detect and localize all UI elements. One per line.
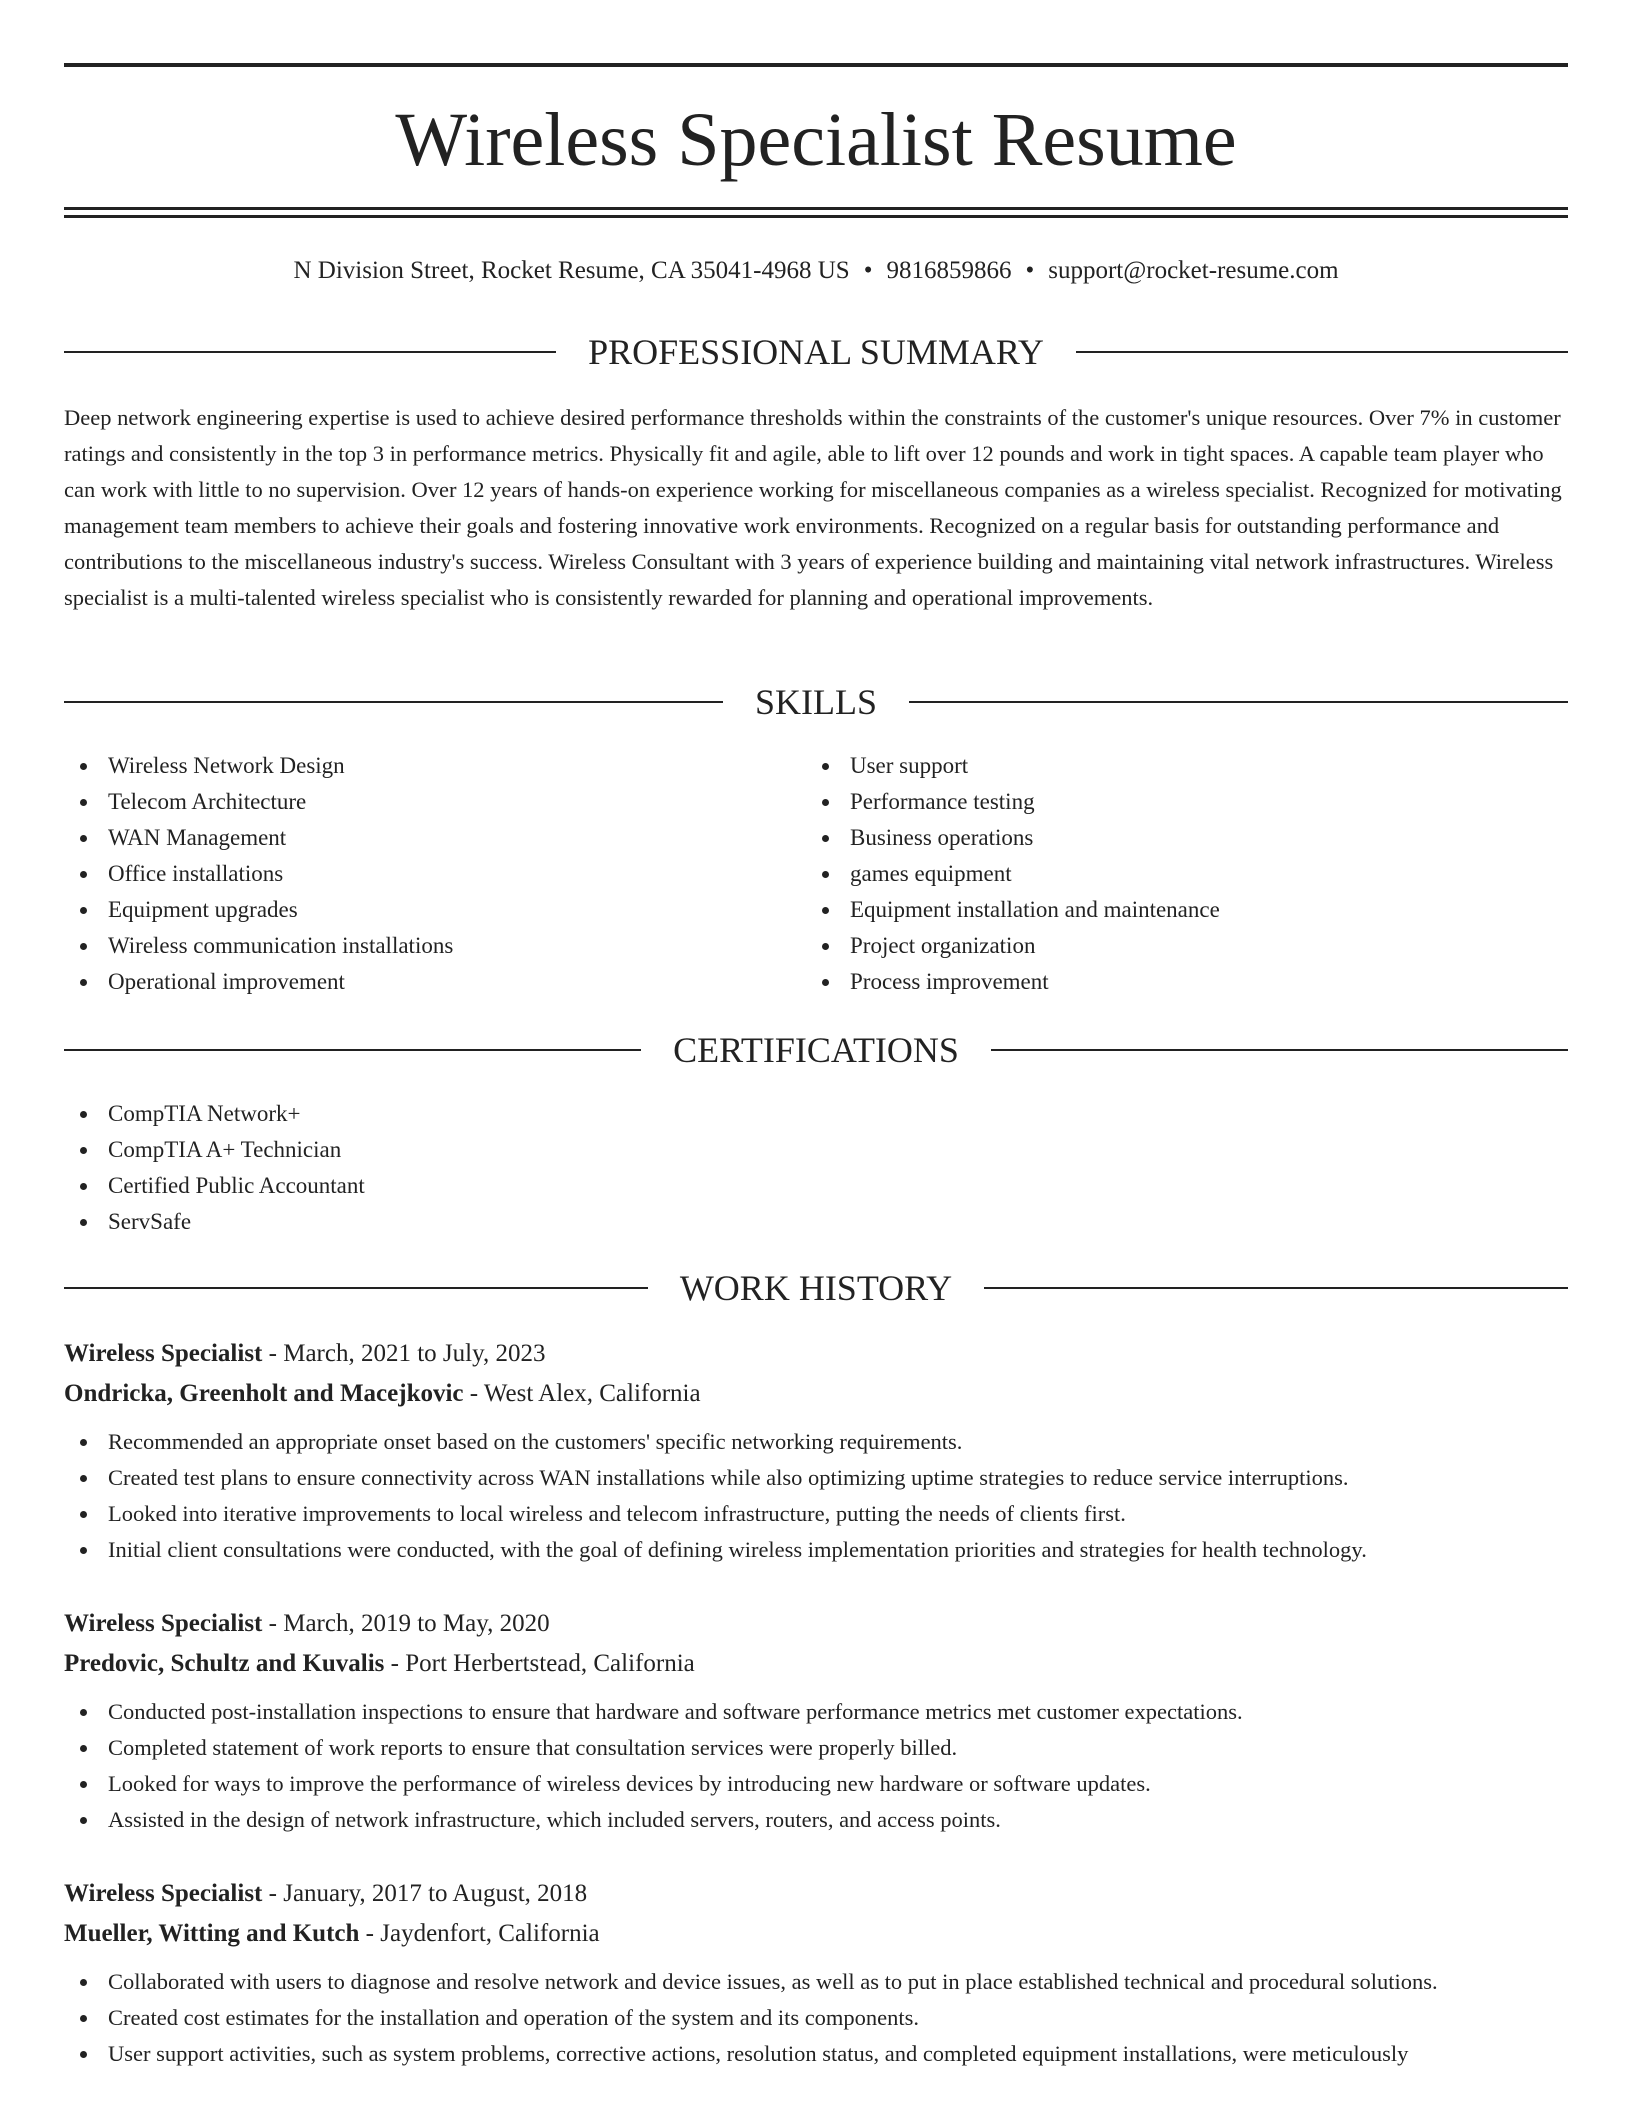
heading-rule [64,1287,648,1289]
job-bullet: Assisted in the design of network infrastructure, which included servers, routers, and access points. [64,1802,1568,1838]
certification-item: CompTIA A+ Technician [64,1132,864,1168]
skill-item: User support [806,748,1546,784]
job-entry [64,1604,1568,1838]
job-bullet: Created test plans to ensure connectivity across WAN installations while also optimizing uptime strategies to reduce service interruptions. [64,1460,1568,1496]
skill-item: Equipment installation and maintenance [806,892,1546,928]
contact-phone: 9816859866 [886,257,1012,284]
skill-item: Telecom Architecture [64,784,764,820]
skill-item: WAN Management [64,820,764,856]
contact-separator: • [863,257,873,284]
job-bullet: Initial client consultations were conducted, with the goal of defining wireless implementation priorities and strategies for health technology. [64,1532,1568,1568]
job-bullets [64,1964,1568,2072]
certifications-list [64,1096,864,1240]
skill-item: games equipment [806,856,1546,892]
job-title: Wireless Specialist [64,1340,263,1367]
summary-heading-label: PROFESSIONAL SUMMARY [588,332,1044,372]
page-title: Wireless Specialist Resume [395,98,1237,182]
heading-rule [991,1049,1568,1051]
job-bullets [64,1424,1568,1568]
job-company-row [64,1644,1568,1684]
contact-address: N Division Street, Rocket Resume, CA 35041-4968 US [293,257,850,284]
job-dates: - January, 2017 to August, 2018 [262,1880,588,1907]
work-history-heading-label: WORK HISTORY [679,1268,953,1308]
contact-separator: • [1025,257,1035,284]
skill-item: Project organization [806,928,1546,964]
job-title-row [64,1334,1568,1374]
certifications-heading [64,1028,1568,1072]
skills-list-left [64,748,764,1000]
heading-rule [1076,351,1568,353]
heading-rule [909,701,1568,703]
skills-list-right [806,748,1546,1000]
job-dates: - March, 2021 to July, 2023 [262,1340,546,1367]
skill-item: Performance testing [806,784,1546,820]
job-location: - West Alex, California [463,1380,701,1407]
header-bottom-rule [64,207,1568,210]
skill-item: Business operations [806,820,1546,856]
job-company-row [64,1374,1568,1414]
heading-rule [984,1287,1568,1289]
job-company: Mueller, Witting and Kutch [64,1920,360,1947]
job-bullet: Collaborated with users to diagnose and resolve network and device issues, as well as to put in place established technical and procedural solutions. [64,1964,1568,2000]
job-bullet: Looked for ways to improve the performance of wireless devices by introducing new hardware or software updates. [64,1766,1568,1802]
job-entry [64,1334,1568,1568]
skill-item: Wireless communication installations [64,928,764,964]
summary-text: Deep network engineering expertise is used to achieve desired performance thresholds within the constraints of the customer's unique resources. Over 7% in customer ratings and consistently in the top 3 in performance metrics. Physically fit and agile, able to lift over 12 pounds and work in tight spaces. A capable team player who can work with little to no supervision. Over 12 years of hands-on experience working for miscellaneous companies as a wireless specialist. Recognized for motivating management team members to achieve their goals and fostering innovative work environments. Recognized on a regular basis for outstanding performance and contributions to the miscellaneous industry's success. Wireless Consultant with 3 years of experience building and maintaining vital network infrastructures. Wireless specialist is a multi-talented wireless specialist who is consistently rewarded for planning and operational improvements. [64,405,1562,610]
heading-rule [64,1049,641,1051]
job-entry [64,1874,1568,2072]
job-dates: - March, 2019 to May, 2020 [262,1610,550,1637]
contact-line [64,254,1568,288]
job-bullets [64,1694,1568,1838]
skill-item: Office installations [64,856,764,892]
heading-rule [64,351,556,353]
certifications-heading-label: CERTIFICATIONS [673,1030,959,1070]
skills-heading [64,680,1568,724]
job-bullet: Completed statement of work reports to ensure that consultation services were properly billed. [64,1730,1568,1766]
heading-rule [64,701,723,703]
job-bullet: Created cost estimates for the installation and operation of the system and its components. [64,2000,1568,2036]
certification-item: Certified Public Accountant [64,1168,864,1204]
certification-item: CompTIA Network+ [64,1096,864,1132]
skills-heading-label: SKILLS [755,682,878,722]
summary-heading [64,330,1568,374]
job-location: - Jaydenfort, California [359,1920,600,1947]
job-title: Wireless Specialist [64,1610,263,1637]
job-bullet: Recommended an appropriate onset based on the customers' specific networking requirements. [64,1424,1568,1460]
work-history-heading [64,1266,1568,1310]
job-title: Wireless Specialist [64,1880,263,1907]
job-bullet: Looked into iterative improvements to local wireless and telecom infrastructure, putting the needs of clients first. [64,1496,1568,1532]
skill-item: Wireless Network Design [64,748,764,784]
skill-item: Operational improvement [64,964,764,1000]
job-company: Predovic, Schultz and Kuvalis [64,1650,385,1677]
job-title-row [64,1874,1568,1914]
job-bullet: Conducted post-installation inspections to ensure that hardware and software performance metrics met customer expectations. [64,1694,1568,1730]
skill-item: Process improvement [806,964,1546,1000]
job-location: - Port Herbertstead, California [384,1650,695,1677]
header-bottom-rule-double [64,215,1568,218]
skill-item: Equipment upgrades [64,892,764,928]
job-title-row [64,1604,1568,1644]
certification-item: ServSafe [64,1204,864,1240]
job-bullet: User support activities, such as system problems, corrective actions, resolution status, and completed equipment installations, were meticulously [64,2036,1568,2072]
job-company-row [64,1914,1568,1954]
contact-email[interactable]: support@rocket-resume.com [1048,257,1339,284]
header-top-rule [64,63,1568,67]
job-company: Ondricka, Greenholt and Macejkovic [64,1380,464,1407]
